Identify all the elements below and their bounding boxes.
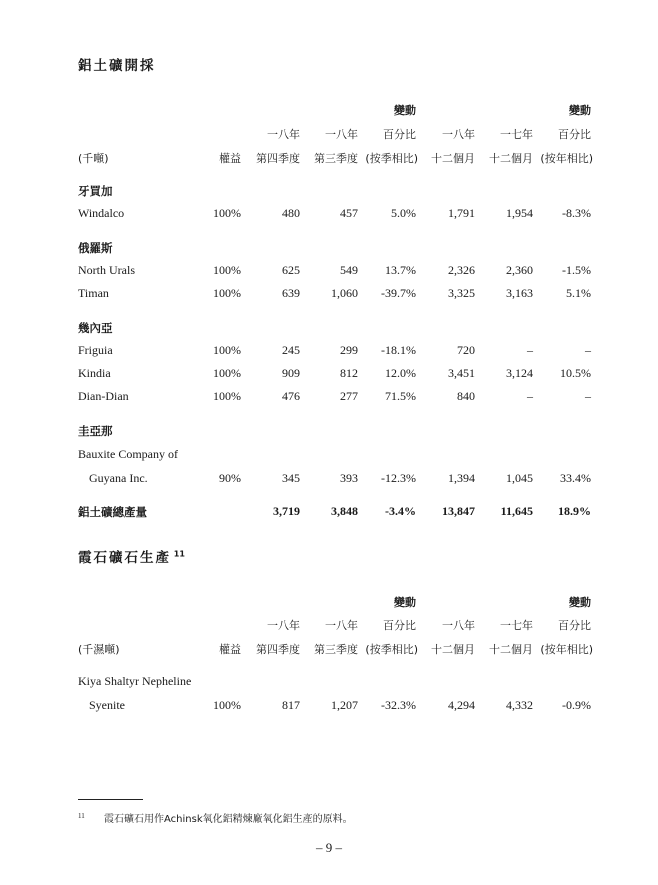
table-cell-m12_17: –	[527, 389, 533, 403]
column-header-chg_q: 百分比	[383, 619, 416, 632]
row-label: Timan	[78, 286, 109, 300]
table-cell-interest: 100%	[213, 698, 241, 712]
group-heading: 俄羅斯	[78, 241, 113, 255]
table-cell-q4: 817	[282, 698, 300, 712]
column-header-m12_18: 十二個月	[431, 152, 475, 165]
column-header-q4: 第四季度	[256, 643, 300, 656]
table-cell-chg_q: -32.3%	[381, 698, 416, 712]
table-cell-q4: 345	[282, 471, 300, 485]
page-number: – 9 –	[316, 840, 342, 855]
unit-label: (千噸)	[78, 152, 109, 165]
column-header-chg_q: 百分比	[383, 128, 416, 141]
table-cell-m12_17: 1,045	[506, 471, 533, 485]
table-cell-chg_y: 33.4%	[560, 471, 591, 485]
table-cell-q4: 480	[282, 206, 300, 220]
table-cell-q3: 3,848	[331, 504, 358, 518]
column-header-m12_17: 一七年	[500, 128, 533, 141]
table-cell-chg_q: -3.4%	[385, 504, 416, 518]
group-heading: 圭亞那	[78, 424, 113, 438]
column-header-m12_18: 一八年	[442, 128, 475, 141]
footnote-rule	[78, 799, 143, 800]
column-header-m12_17: 一七年	[500, 619, 533, 632]
table-cell-chg_y: -8.3%	[562, 206, 591, 220]
column-header-chg_y: 百分比	[558, 619, 591, 632]
table-cell-chg_q: 13.7%	[385, 263, 416, 277]
table-cell-m12_18: 840	[457, 389, 475, 403]
column-header-chg_y: 變動	[569, 104, 591, 117]
row-label: Bauxite Company of	[78, 447, 178, 461]
footnote-reference: 11	[171, 549, 185, 559]
table-cell-interest: 100%	[213, 343, 241, 357]
table-cell-chg_y: 5.1%	[566, 286, 591, 300]
table-cell-q3: 277	[340, 389, 358, 403]
column-header-chg_q: 變動	[394, 104, 416, 117]
table-cell-m12_17: 3,124	[506, 366, 533, 380]
table-cell-m12_17: 11,645	[500, 504, 533, 518]
table-cell-q3: 812	[340, 366, 358, 380]
table-cell-chg_q: 5.0%	[391, 206, 416, 220]
column-header-q4: 一八年	[267, 128, 300, 141]
table-cell-chg_q: -18.1%	[381, 343, 416, 357]
footnote-number: 11	[78, 812, 85, 820]
column-header-q3: 一八年	[325, 619, 358, 632]
column-header-chg_y: (按年相比)	[540, 152, 593, 165]
column-header-chg_q: (按季相比)	[365, 152, 418, 165]
table-cell-q3: 299	[340, 343, 358, 357]
column-header-chg_y: (按年相比)	[540, 643, 593, 656]
table-cell-chg_q: -12.3%	[381, 471, 416, 485]
table-cell-chg_q: -39.7%	[381, 286, 416, 300]
table-cell-m12_18: 1,394	[448, 471, 475, 485]
section-title-nepheline	[78, 546, 185, 566]
table-cell-q4: 625	[282, 263, 300, 277]
table-cell-m12_18: 4,294	[448, 698, 475, 712]
column-header-q3: 第三季度	[314, 643, 358, 656]
group-heading: 幾內亞	[78, 321, 113, 335]
table-cell-chg_y: –	[585, 343, 591, 357]
table-cell-m12_18: 720	[457, 343, 475, 357]
table-cell-chg_y: -1.5%	[562, 263, 591, 277]
table-cell-chg_q: 12.0%	[385, 366, 416, 380]
table-cell-q4: 3,719	[273, 504, 300, 518]
table-cell-m12_18: 13,847	[442, 504, 475, 518]
column-header-m12_17: 十二個月	[489, 152, 533, 165]
table-cell-q4: 245	[282, 343, 300, 357]
table-cell-chg_y: -0.9%	[562, 698, 591, 712]
section-title-text: 霞石礦石生產	[78, 550, 171, 566]
column-header-interest: 權益	[219, 643, 241, 656]
table-cell-chg_q: 71.5%	[385, 389, 416, 403]
unit-label: (千濕噸)	[78, 643, 120, 656]
table-cell-q3: 1,060	[331, 286, 358, 300]
table-cell-interest: 100%	[213, 263, 241, 277]
column-header-chg_y: 變動	[569, 596, 591, 609]
table-cell-chg_y: 10.5%	[560, 366, 591, 380]
table-cell-chg_y: 18.9%	[558, 504, 591, 518]
footnote-text: 霞石礦石用作Achinsk氧化鋁精煉廠氧化鋁生產的原料。	[104, 814, 353, 825]
table-cell-q4: 909	[282, 366, 300, 380]
table-cell-interest: 90%	[219, 471, 241, 485]
table-cell-q3: 393	[340, 471, 358, 485]
table-cell-chg_y: –	[585, 389, 591, 403]
row-label: Kiya Shaltyr Nepheline	[78, 674, 192, 688]
table-cell-q3: 1,207	[331, 698, 358, 712]
table-cell-interest: 100%	[213, 286, 241, 300]
row-label: Kindia	[78, 366, 111, 380]
column-header-m12_18: 一八年	[442, 619, 475, 632]
column-header-chg_y: 百分比	[558, 128, 591, 141]
row-label: North Urals	[78, 263, 135, 277]
column-header-chg_q: (按季相比)	[365, 643, 418, 656]
row-label: Guyana Inc.	[89, 471, 148, 485]
table-cell-m12_18: 3,451	[448, 366, 475, 380]
table-cell-m12_17: 4,332	[506, 698, 533, 712]
column-header-interest: 權益	[219, 152, 241, 165]
column-header-chg_q: 變動	[394, 596, 416, 609]
column-header-q3: 第三季度	[314, 152, 358, 165]
table-cell-q3: 457	[340, 206, 358, 220]
table-cell-interest: 100%	[213, 366, 241, 380]
total-label: 鋁土礦總產量	[78, 505, 147, 519]
table-cell-q3: 549	[340, 263, 358, 277]
table-cell-m12_17: –	[527, 343, 533, 357]
table-cell-interest: 100%	[213, 389, 241, 403]
row-label: Windalco	[78, 206, 125, 220]
column-header-m12_18: 十二個月	[431, 643, 475, 656]
table-cell-m12_18: 2,326	[448, 263, 475, 277]
row-label: Dian-Dian	[78, 389, 129, 403]
group-heading: 牙買加	[78, 184, 113, 198]
column-header-q4: 第四季度	[256, 152, 300, 165]
table-cell-interest: 100%	[213, 206, 241, 220]
row-label: Friguia	[78, 343, 113, 357]
table-cell-q4: 639	[282, 286, 300, 300]
column-header-m12_17: 十二個月	[489, 643, 533, 656]
table-cell-m12_18: 1,791	[448, 206, 475, 220]
column-header-q3: 一八年	[325, 128, 358, 141]
row-label: Syenite	[89, 698, 125, 712]
table-cell-q4: 476	[282, 389, 300, 403]
column-header-q4: 一八年	[267, 619, 300, 632]
table-cell-m12_17: 3,163	[506, 286, 533, 300]
table-cell-m12_17: 2,360	[506, 263, 533, 277]
table-cell-m12_18: 3,325	[448, 286, 475, 300]
table-cell-m12_17: 1,954	[506, 206, 533, 220]
section-title-bauxite: 鋁土礦開採	[78, 58, 156, 74]
